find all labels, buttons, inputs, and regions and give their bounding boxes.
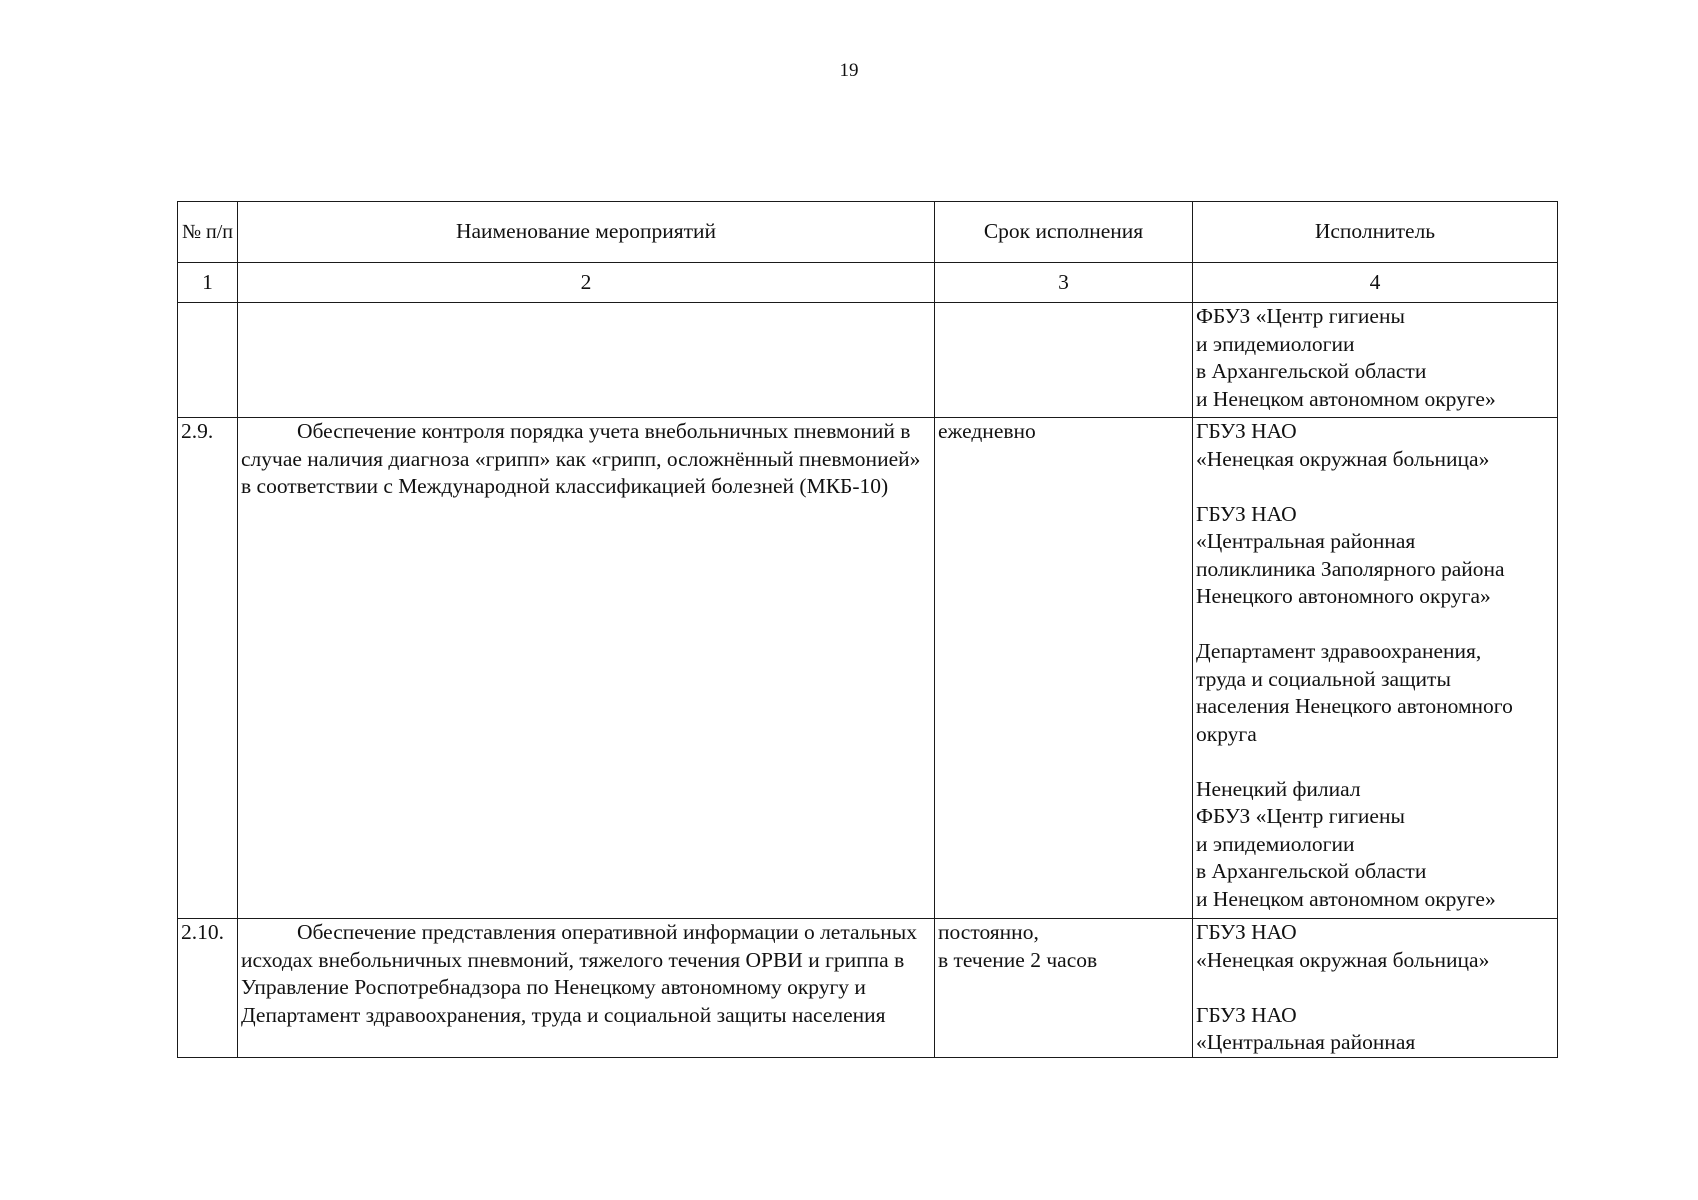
row-name bbox=[238, 418, 935, 919]
row-term bbox=[935, 303, 1193, 418]
row-name-text: Обеспечение представления оперативной информации о летальных исходах внебольничных пневмоний, тяжелого течения ОРВИ и гриппа в Управление Роспотребнадзора по Ненецкому автономному округу и Департамент здравоохранения, труда и социальной защиты населения bbox=[241, 920, 917, 1027]
executor-entry: ГБУЗ НАО «Ненецкая окружная больница» bbox=[1196, 419, 1490, 471]
executor-entry: ГБУЗ НАО «Центральная районная bbox=[1196, 1002, 1416, 1054]
column-index: 4 bbox=[1193, 263, 1558, 303]
row-term-text: постоянно, в течение 2 часов bbox=[938, 920, 1098, 972]
header-row bbox=[178, 202, 1558, 263]
row-name bbox=[238, 303, 935, 418]
column-index: 1 bbox=[178, 263, 238, 303]
row-name-text: Обеспечение контроля порядка учета внебольничных пневмоний в случае наличия диагноза «грипп» как «грипп, осложнённый пневмонией» в соответствии с Международной классификацией болезней (МКБ-10) bbox=[241, 419, 921, 498]
table-row bbox=[178, 418, 1558, 919]
row-num: 2.9. bbox=[178, 418, 238, 919]
executor-entry: ФБУЗ «Центр гигиены и эпидемиологии в Архангельской области и Ненецком автономном округе» bbox=[1196, 304, 1496, 411]
column-index: 2 bbox=[238, 263, 935, 303]
executor-entry: ГБУЗ НАО «Ненецкая окружная больница» bbox=[1196, 920, 1490, 972]
column-index-row bbox=[178, 263, 1558, 303]
row-num: 2.10. bbox=[178, 919, 238, 1058]
column-index: 3 bbox=[935, 263, 1193, 303]
row-term bbox=[935, 919, 1193, 1058]
row-executors bbox=[1193, 303, 1558, 418]
header-num: № п/п bbox=[178, 202, 238, 263]
page-number: 19 bbox=[839, 60, 859, 81]
executor-entry: Ненецкий филиал ФБУЗ «Центр гигиены и эпидемиологии в Архангельской области и Ненецком автономном округе» bbox=[1196, 776, 1496, 911]
row-executors bbox=[1193, 418, 1558, 919]
table-row bbox=[178, 919, 1558, 1058]
table-row bbox=[178, 303, 1558, 418]
row-num bbox=[178, 303, 238, 418]
header-term: Срок исполнения bbox=[935, 202, 1193, 263]
row-term: ежедневно bbox=[935, 418, 1193, 919]
row-executors bbox=[1193, 919, 1558, 1058]
measures-table bbox=[177, 201, 1558, 1058]
executor-entry: ГБУЗ НАО «Центральная районная поликлиника Заполярного района Ненецкого автономного округа» bbox=[1196, 501, 1505, 608]
header-executor: Исполнитель bbox=[1193, 202, 1558, 263]
executor-entry: Департамент здравоохранения, труда и социальной защиты населения Ненецкого автономного округа bbox=[1196, 639, 1513, 746]
header-name: Наименование мероприятий bbox=[238, 202, 935, 263]
row-name bbox=[238, 919, 935, 1058]
